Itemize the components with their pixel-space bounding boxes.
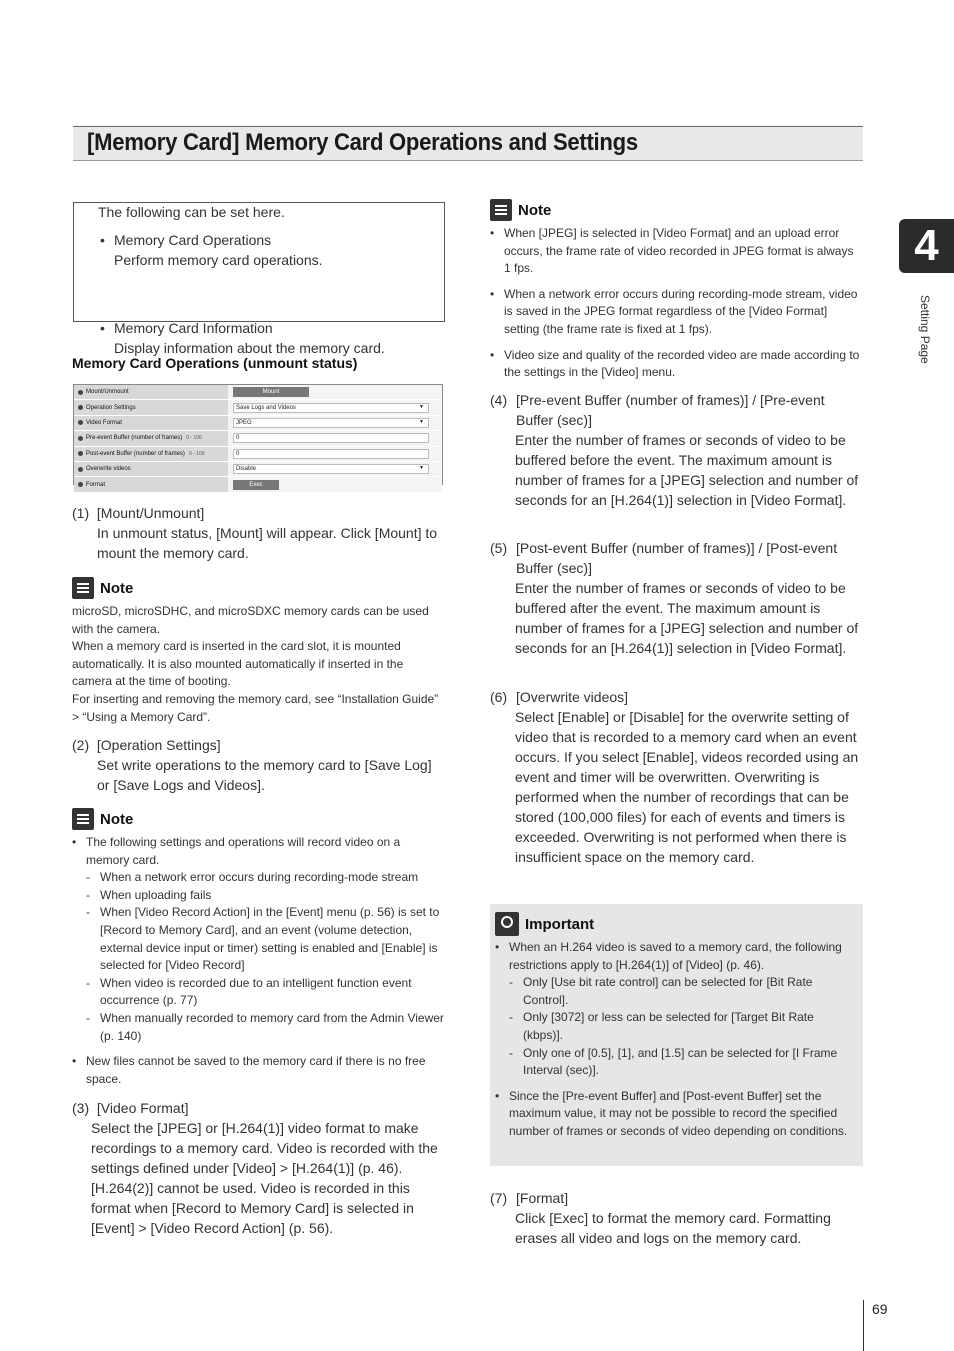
- item-3: (3) [Video Format] Select the [JPEG] or [H.264(1)] video format to make recordings to a memory card. Video is recorded with the settings defined under [Video] > [H.264(1)] (p. 46). [H.264(2)] cannot be used. Video is recorded in this format when [Record to Memory Card] is selected in [Event] > [Video Record Action] (p. 56).: [72, 1100, 438, 1236]
- setting-row-overwrite: Overwrite videos Disable ▼: [74, 462, 442, 477]
- setting-row-post-event: Post-event Buffer (number of frames) 0 - 100 0: [74, 447, 442, 462]
- important-icon: [495, 912, 519, 936]
- item-4: (4) [Pre-event Buffer (number of frames)] / [Pre-event Buffer (sec)] Enter the number of frames or seconds of video to be buffered before the event. The maximum amount is number of frames for a [JPEG] selection and number of seconds for an [H.264(1)] selection in [Video Format].: [490, 392, 859, 508]
- chevron-down-icon: ▼: [419, 418, 424, 425]
- section-side-label: Setting Page: [918, 295, 932, 364]
- intro-item: • Memory Card Operations Perform memory card operations.: [100, 230, 434, 270]
- setting-row-pre-event: Pre-event Buffer (number of frames) 0 - 100 0: [74, 431, 442, 446]
- important-box: Important • When an H.264 video is saved to a memory card, the following restrictions apply to [H.264(1)] of [Video] (p. 46). - Only [Use bit rate control] can be selected for [Bit Rate Control]. - Only [3072] or less can be selected for [Target Bit Rate (kbps)]. - Only one of [0.5], [1], and [1.5] can be selected for [I Frame Interval (sec)]. • Since the [Pre-event Buffer] and [Post-event Buffer] set the maximum value, it may not be possible to record the specified number of frames or seconds of video depending on conditions.: [490, 904, 863, 1166]
- post-event-input[interactable]: 0: [233, 449, 429, 459]
- setting-row-format: Format Exec: [74, 477, 442, 492]
- chevron-down-icon: ▼: [419, 403, 424, 410]
- page-title-bar: [73, 126, 863, 161]
- item-2: (2) [Operation Settings] Set write operations to the memory card to [Save Log] or [Save Logs and Videos].: [72, 737, 432, 793]
- setting-row-video-format: Video Format JPEG ▼: [74, 416, 442, 431]
- note-icon: [490, 199, 512, 221]
- operation-settings-select[interactable]: Save Logs and Videos ▼: [233, 403, 429, 413]
- intro-box: [73, 202, 445, 356]
- exec-button[interactable]: Exec: [233, 480, 279, 490]
- note-1: Note microSD, microSDHC, and microSDXC memory cards can be used with the camera. When a memory card is inserted in the card slot, it is mounted automatically. It is also mounted automatically if inserted in the camera at the time of booting. For inserting and removing the memory card, see “Installation Guide” > “Using a Memory Card”.: [72, 577, 446, 726]
- chapter-tab: 4: [899, 219, 954, 273]
- mount-button[interactable]: Mount: [233, 387, 309, 397]
- intro-lead: The following can be set here.: [98, 204, 285, 220]
- pre-event-input[interactable]: 0: [233, 433, 429, 443]
- settings-table: [73, 384, 443, 488]
- note-3: Note • When [JPEG] is selected in [Video Format] and an upload error occurs, the frame rate of video recorded in JPEG format is always 1 fps. • When a network error occurs during recording-mode stream, video is saved in the JPEG format regardless of the [Video Format] setting (the frame rate is fixed at 1 fps). • Video size and quality of the recorded video are made according to the settings in the [Video] menu.: [490, 199, 863, 382]
- intro-item: • Memory Card Information Display information about the memory card.: [100, 318, 434, 358]
- note-2: Note • The following settings and operations will record video on a memory card. - When a network error occurs during recording-mode stream - When uploading fails - When [Video Record Action] in the [Event] menu (p. 56) is set to [Record to Memory Card], and an event (volume detection, external device input or timer) setting is enabled and [Enable] is selected for [Video Record] - When video is recorded due to an intelligent function event occurrence (p. 77) - When manually recorded to memory card from the Admin Viewer (p. 140) • New files cannot be saved to the memory card if there is no free space.: [72, 808, 446, 1088]
- item-1: (1) [Mount/Unmount] In unmount status, [Mount] will appear. Click [Mount] to mount the memory card.: [72, 505, 438, 561]
- overwrite-select[interactable]: Disable ▼: [233, 464, 429, 474]
- ops-heading: Memory Card Operations (unmount status): [72, 355, 358, 371]
- item-7: (7) [Format] Click [Exec] to format the memory card. Formatting erases all video and logs on the memory card.: [490, 1190, 831, 1246]
- page-number: 69: [872, 1301, 888, 1317]
- chevron-down-icon: ▼: [419, 465, 424, 472]
- item-6: (6) [Overwrite videos] Select [Enable] or [Disable] for the overwrite setting of video that is recorded to a memory card when an event occurs. If you select [Enable], videos recorded using an event and timer will be overwritten. Overwriting is performed when the number of recordings that can be stored (100,000 files) for each of events and timers is exceeded. Overwriting is not performed when there is insufficient space on the memory card.: [490, 689, 859, 865]
- footer-divider: [863, 1300, 864, 1351]
- video-format-select[interactable]: JPEG ▼: [233, 418, 429, 428]
- item-5: (5) [Post-event Buffer (number of frames)] / [Post-event Buffer (sec)] Enter the number of frames or seconds of video to be buffered after the event. The maximum amount is number of frames for a [JPEG] selection and number of seconds for an [H.264(1)] selection in [Video Format].: [490, 540, 859, 656]
- note-icon: [72, 808, 94, 830]
- setting-row-operation: Operation Settings Save Logs and Videos ▼: [74, 400, 442, 415]
- note-icon: [72, 577, 94, 599]
- page-title: [Memory Card] Memory Card Operations and Settings: [87, 129, 638, 156]
- setting-row-mount: Mount/Unmount Mount: [74, 385, 442, 400]
